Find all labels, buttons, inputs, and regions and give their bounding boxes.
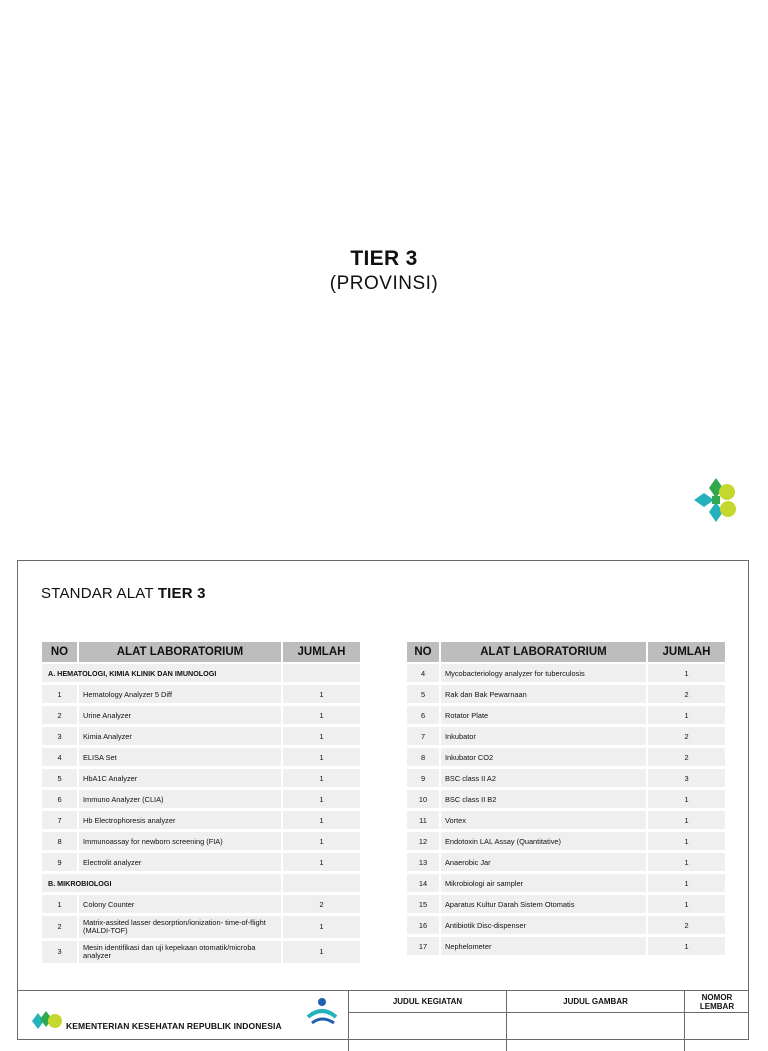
- row-qty: 1: [282, 810, 360, 831]
- row-item: ELISA Set: [78, 747, 282, 768]
- row-qty: 2: [647, 684, 725, 705]
- row-qty: 2: [647, 747, 725, 768]
- row-item: HbA1C Analyzer: [78, 768, 282, 789]
- table-row: [407, 873, 725, 894]
- table-row: [407, 684, 725, 705]
- row-no: 1: [42, 894, 78, 915]
- row-qty: 1: [282, 726, 360, 747]
- row-no: 2: [42, 705, 78, 726]
- footer-grid: [348, 991, 749, 1051]
- row-no: 3: [42, 940, 78, 965]
- row-no: 3: [42, 726, 78, 747]
- row-qty: 1: [647, 789, 725, 810]
- table-row: [42, 684, 360, 705]
- row-no: 6: [407, 705, 440, 726]
- footer-drawing-value: [507, 1013, 685, 1051]
- row-qty: 1: [282, 831, 360, 852]
- ministry-emblem-icon: [304, 995, 340, 1027]
- sheet-title-tier: TIER 3: [157, 585, 206, 602]
- row-item: Nephelometer: [440, 936, 647, 957]
- row-qty: 2: [647, 915, 725, 936]
- footer-activity-value: [349, 1013, 507, 1051]
- section-hematology: A. HEMATOLOGI, KIMIA KLINIK DAN IMUNOLOGI: [42, 663, 282, 684]
- section-qty-empty: [282, 663, 360, 684]
- row-item: Inkubator CO2: [440, 747, 647, 768]
- row-item: Urine Analyzer: [78, 705, 282, 726]
- row-qty: 1: [282, 852, 360, 873]
- title-block-footer: [18, 990, 748, 1051]
- row-no: 8: [407, 747, 440, 768]
- equipment-table-left: [42, 642, 360, 966]
- row-no: 12: [407, 831, 440, 852]
- row-qty: 1: [647, 705, 725, 726]
- row-no: 11: [407, 810, 440, 831]
- column-item: ALAT LABORATORIUM: [440, 642, 647, 663]
- row-qty: 1: [647, 894, 725, 915]
- row-no: 15: [407, 894, 440, 915]
- table-row: [407, 663, 725, 684]
- row-qty: 1: [647, 663, 725, 684]
- row-no: 2: [42, 915, 78, 940]
- section-row: [42, 663, 360, 684]
- row-item: Colony Counter: [78, 894, 282, 915]
- row-no: 9: [42, 852, 78, 873]
- row-no: 9: [407, 768, 440, 789]
- table-header: [42, 642, 360, 663]
- footer-sheet-value: [685, 1013, 749, 1051]
- table-row: [407, 705, 725, 726]
- table-row: [42, 940, 360, 965]
- row-no: 10: [407, 789, 440, 810]
- row-qty: 1: [282, 768, 360, 789]
- footer-drawing-label: JUDUL GAMBAR: [507, 991, 685, 1013]
- row-no: 17: [407, 936, 440, 957]
- column-item: ALAT LABORATORIUM: [78, 642, 282, 663]
- table-row: [407, 768, 725, 789]
- tier-title: TIER 3: [350, 247, 418, 270]
- column-qty: JUMLAH: [282, 642, 360, 663]
- row-item: Mycobacteriology analyzer for tuberculosis: [440, 663, 647, 684]
- table-row: [42, 852, 360, 873]
- row-item: BSC class II A2: [440, 768, 647, 789]
- table-row: [407, 915, 725, 936]
- table-row: [42, 831, 360, 852]
- table-row: [407, 726, 725, 747]
- row-qty: 1: [282, 684, 360, 705]
- row-no: 1: [42, 684, 78, 705]
- row-no: 7: [407, 726, 440, 747]
- row-qty: 1: [647, 810, 725, 831]
- row-no: 5: [407, 684, 440, 705]
- equipment-table-right: [407, 642, 725, 958]
- row-no: 5: [42, 768, 78, 789]
- row-item: Rak dan Bak Pewarnaan: [440, 684, 647, 705]
- table-header: [407, 642, 725, 663]
- table-row: [42, 726, 360, 747]
- table-row: [407, 831, 725, 852]
- row-qty: 1: [647, 873, 725, 894]
- column-no: NO: [42, 642, 78, 663]
- table-row: [42, 705, 360, 726]
- row-no: 16: [407, 915, 440, 936]
- row-no: 13: [407, 852, 440, 873]
- table-row: [407, 810, 725, 831]
- table-row: [407, 747, 725, 768]
- row-item: Hematology Analyzer 5 Diff: [78, 684, 282, 705]
- row-qty: 1: [282, 915, 360, 940]
- table-row: [407, 894, 725, 915]
- row-no: 7: [42, 810, 78, 831]
- section-row: [42, 873, 360, 894]
- row-qty: 1: [282, 940, 360, 965]
- row-item: Electrolit analyzer: [78, 852, 282, 873]
- kemenkes-logo-icon: [24, 1007, 64, 1037]
- ministry-name: KEMENTERIAN KESEHATAN REPUBLIK INDONESIA: [66, 1021, 282, 1031]
- row-item: Kimia Analyzer: [78, 726, 282, 747]
- sheet-title-prefix: STANDAR ALAT: [41, 585, 158, 602]
- row-no: 14: [407, 873, 440, 894]
- sheet-title: [41, 585, 206, 602]
- row-item: Immunoassay for newborn screening (FIA): [78, 831, 282, 852]
- row-item: Inkubator: [440, 726, 647, 747]
- row-item: Endotoxin LAL Assay (Quantitative): [440, 831, 647, 852]
- equipment-sheet: [17, 560, 749, 1040]
- table-row: [42, 894, 360, 915]
- section-microbiology: B. MIKROBIOLOGI: [42, 873, 282, 894]
- row-qty: 1: [282, 789, 360, 810]
- table-row: [407, 789, 725, 810]
- kemenkes-logo-icon: [692, 476, 740, 524]
- row-item: Mikrobiologi air sampler: [440, 873, 647, 894]
- row-item: Anaerobic Jar: [440, 852, 647, 873]
- row-item: Antibiotik Disc-dispenser: [440, 915, 647, 936]
- row-qty: 2: [282, 894, 360, 915]
- table-row: [42, 915, 360, 940]
- table-row: [407, 852, 725, 873]
- row-qty: 2: [647, 726, 725, 747]
- column-no: NO: [407, 642, 440, 663]
- table-row: [407, 936, 725, 957]
- row-qty: 1: [282, 705, 360, 726]
- section-qty-empty: [282, 873, 360, 894]
- row-item: Mesin identifikasi dan uji kepekaan otomatik/microba analyzer: [78, 940, 282, 965]
- row-item: Vortex: [440, 810, 647, 831]
- row-item: Rotator Plate: [440, 705, 647, 726]
- row-item: Hb Electrophoresis analyzer: [78, 810, 282, 831]
- row-item: Immuno Analyzer (CLIA): [78, 789, 282, 810]
- footer-activity-label: JUDUL KEGIATAN: [349, 991, 507, 1013]
- row-no: 4: [42, 747, 78, 768]
- row-qty: 1: [647, 852, 725, 873]
- table-row: [42, 789, 360, 810]
- column-qty: JUMLAH: [647, 642, 725, 663]
- tier-subtitle: (PROVINSI): [329, 273, 439, 294]
- row-no: 6: [42, 789, 78, 810]
- row-item: Matrix-assited lasser desorption/ionization- time-of-flight (MALDI-TOF): [78, 915, 282, 940]
- cover-title: [0, 247, 768, 295]
- footer-sheet-label: NOMOR LEMBAR: [685, 991, 749, 1013]
- row-qty: 1: [647, 936, 725, 957]
- table-row: [42, 768, 360, 789]
- row-qty: 3: [647, 768, 725, 789]
- row-qty: 1: [282, 747, 360, 768]
- row-item: BSC class II B2: [440, 789, 647, 810]
- row-no: 4: [407, 663, 440, 684]
- row-no: 8: [42, 831, 78, 852]
- row-qty: 1: [647, 831, 725, 852]
- table-row: [42, 810, 360, 831]
- row-item: Aparatus Kultur Darah Sistem Otomatis: [440, 894, 647, 915]
- table-row: [42, 747, 360, 768]
